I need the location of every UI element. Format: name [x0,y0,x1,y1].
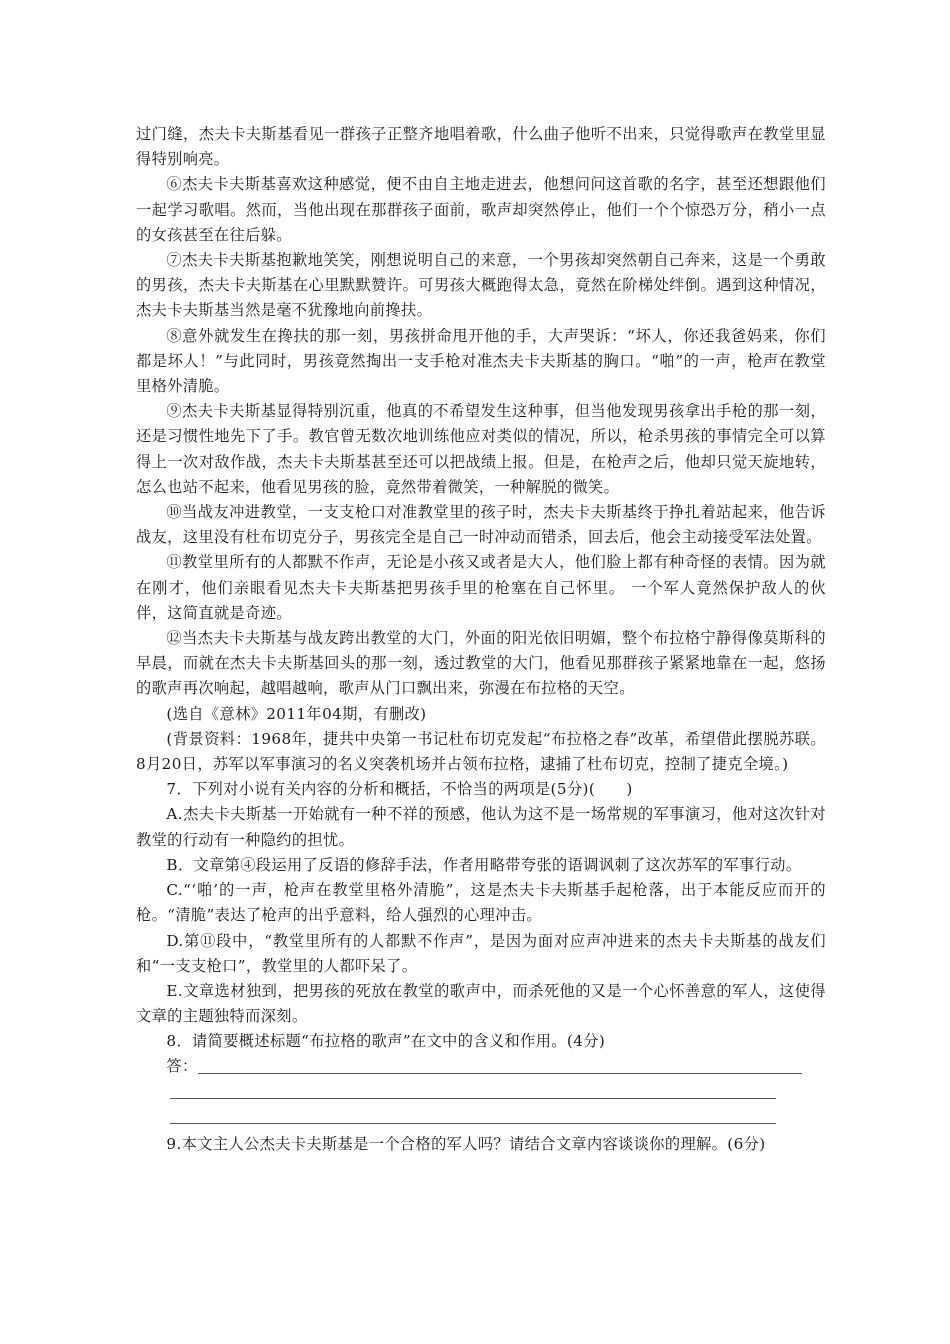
document-page [136,122,826,1157]
answer-blank-line[interactable] [170,1097,776,1099]
paragraph: 过门缝，杰夫卡夫斯基看见一群孩子正整齐地唱着歌，什么曲子他听不出来，只觉得歌声在教堂里显得特别响亮。 [136,125,826,169]
paragraph: 7．下列对小说有关内容的分析和概括，不恰当的两项是(5分)( ) [166,780,633,799]
paragraph: (背景资料：1968年，捷共中央第一书记杜布切克发起“布拉格之春”改革，希望借此摆脱苏联。8月20日，苏军以军事演习的名义突袭机场并占领布拉格，逮捕了杜布切克，控制了捷克全境。) [136,729,826,774]
answer-blank-line[interactable] [170,1122,776,1124]
paragraph: A.杰夫卡夫斯基一开始就有一种不祥的预感，他认为这不是一场常规的军事演习，他对这次针对教堂的行动有一种隐约的担忧。 [136,805,826,849]
answer-row-3 [136,1105,826,1130]
paragraph: D.第⑪段中，“教堂里所有的人都默不作声”，是因为面对应声冲进来的杰夫卡夫斯基的战友们和“一支支枪口”，教堂里的人都吓呆了。 [136,931,826,975]
paragraph: ⑫当杰夫卡夫斯基与战友跨出教堂的大门，外面的阳光依旧明媚，整个布拉格宁静得像莫斯科的早晨，而就在杰夫卡夫斯基回头的那一刻，透过教堂的大门，他看见那群孩子紧紧地靠在一起，悠扬的歌声再次响起，越唱越响，歌声从门口飘出来，弥漫在布拉格的天空。 [136,629,826,698]
paragraph: ⑩当战友冲进教堂，一支支枪口对准教堂里的孩子时，杰夫卡夫斯基终于挣扎着站起来，他告诉战友，这里没有杜布切克分子，男孩完全是自己一时冲动而错杀，回去后，他会主动接受军法处置。 [136,503,826,547]
answer-blank-line[interactable] [198,1072,802,1074]
answer-label: 答： [166,1057,198,1076]
question-9: 9.本文主人公杰夫卡夫斯基是一个合格的军人吗？请结合文章内容谈谈你的理解。(6分) [166,1134,766,1153]
paragraph: B．文章第④段运用了反语的修辞手法，作者用略带夸张的语调讽刺了这次苏军的军事行动。 [166,855,802,874]
paragraph: ⑦杰夫卡夫斯基抱歉地笑笑，刚想说明自己的来意，一个男孩却突然朝自己奔来，这是一个勇敢的男孩，杰夫卡夫斯基在心里默默赞许。可男孩大概跑得太急，竟然在阶梯处绊倒。遇到这种情况，杰夫卡夫斯基当然是毫不犹豫地向前搀扶。 [136,251,826,320]
paragraph: ⑪教堂里所有的人都默不作声，无论是小孩又或者是大人，他们脸上都有种奇怪的表情。因为就在刚才，他们亲眼看见杰夫卡夫斯基把男孩手里的枪塞在自己怀里。 一个军人竟然保护敌人的伙伴，这简直就是奇迹。 [136,553,826,622]
article-body [136,122,826,1055]
paragraph: 8．请简要概述标题“布拉格的歌声”在文中的含义和作用。(4分) [166,1032,606,1051]
paragraph: E.文章选材独到，把男孩的死放在教堂的歌声中，而杀死他的又是一个心怀善意的军人，这使得文章的主题独特而深刻。 [136,981,826,1026]
paragraph: ⑨杰夫卡夫斯基显得特别沉重，他真的不希望发生这种事，但当他发现男孩拿出手枪的那一刻，还是习惯性地先下了手。教官曾无数次地训练他应对类似的情况，所以，枪杀男孩的事情完全可以算得上一次对敌作战，杰夫卡夫斯基甚至还可以把战绩上报。但是，在枪声之后，他却只觉天旋地转，怎么也站不起来，他看见男孩的脸，竟然带着微笑，一种解脱的微笑。 [136,402,826,496]
paragraph: ⑥杰夫卡夫斯基喜欢这种感觉，便不由自主地走进去，他想问问这首歌的名字，甚至还想跟他们一起学习歌唱。然而，当他出现在那群孩子面前，歌声却突然停止，他们一个个惊恐万分，稍小一点的女孩甚至在往后躲。 [136,175,826,244]
answer-row-q8 [136,1055,826,1080]
answer-row-2 [136,1080,826,1105]
paragraph: (选自《意林》2011年04期，有删改) [166,704,427,723]
paragraph: C.“‘啪’的一声，枪声在教堂里格外清脆”，这是杰夫卡夫斯基手起枪落，出于本能反应而开的枪。“清脆”表达了枪声的出乎意料，给人强烈的心理冲击。 [136,881,826,925]
paragraph: ⑧意外就发生在搀扶的那一刻，男孩拼命甩开他的手，大声哭诉：“坏人，你还我爸妈来，你们都是坏人！”与此同时，男孩竟然掏出一支手枪对准杰夫卡夫斯基的胸口。“啪”的一声，枪声在教堂里格外清脆。 [136,326,826,396]
